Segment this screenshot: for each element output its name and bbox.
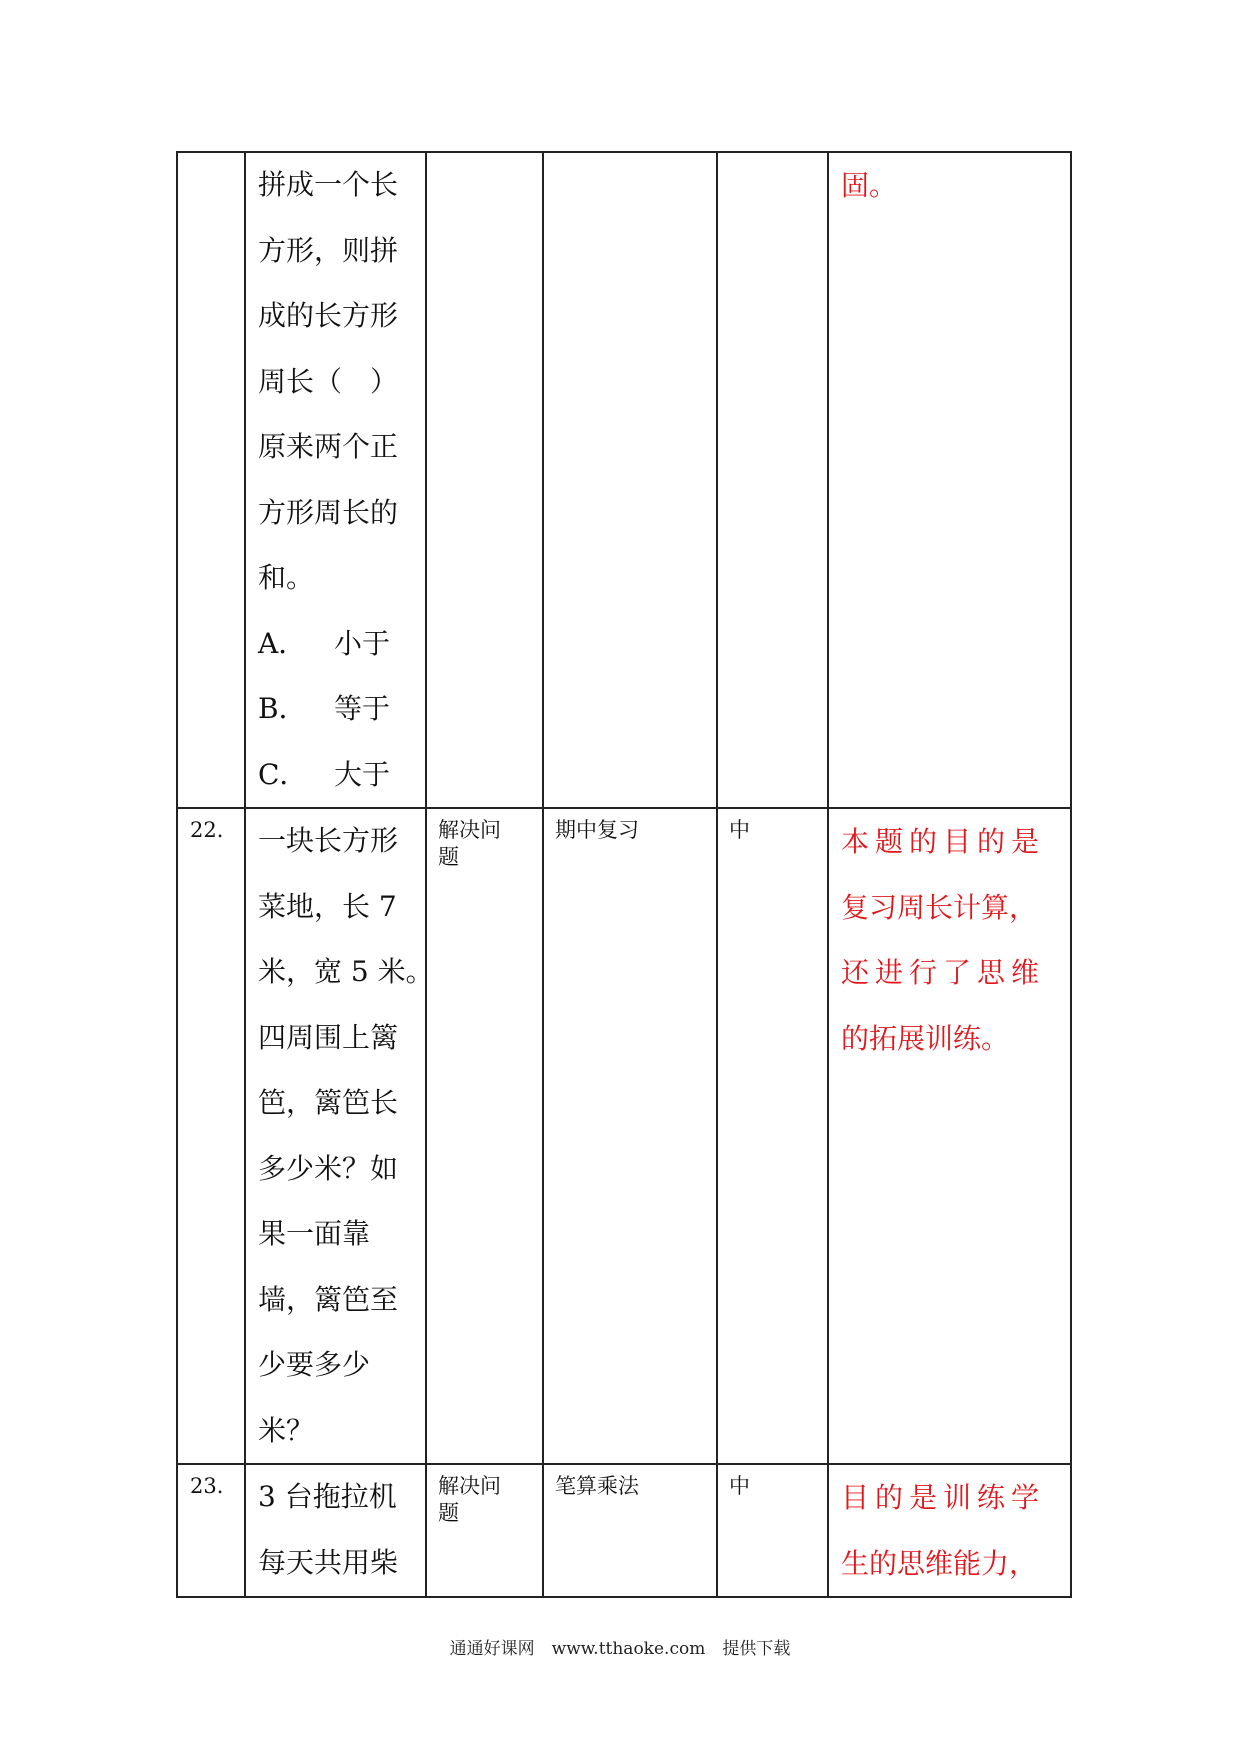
number-cell <box>177 152 245 808</box>
type-cell: 解决问 题 <box>426 808 543 1464</box>
type-cell <box>426 152 543 808</box>
table-row <box>177 1464 1071 1597</box>
unit-cell: 期中复习 <box>543 808 717 1464</box>
unit-cell: 笔算乘法 <box>543 1464 717 1597</box>
note-text: 固。 <box>841 169 898 202</box>
number-cell: 22. <box>177 808 245 1464</box>
note-text: 本题的目的是 复习周长计算， 还进行了思维 的拓展训练。 <box>841 825 1046 1055</box>
type-cell: 解决问 题 <box>426 1464 543 1597</box>
option-c: C． 大于 <box>258 757 391 791</box>
question-cell <box>245 152 426 808</box>
note-cell <box>828 808 1071 1464</box>
difficulty-cell: 中 <box>717 1464 828 1597</box>
unit-cell <box>543 152 717 808</box>
page-footer: 通通好课网 www.tthaoke.com 提供下载 <box>449 1639 791 1659</box>
table-row <box>177 152 1071 808</box>
difficulty-cell <box>717 152 828 808</box>
table-row <box>177 808 1071 1464</box>
question-text: 3 台拖拉机 每天共用柴 <box>258 1480 399 1579</box>
option-b: B． 等于 <box>258 692 391 725</box>
question-cell <box>245 808 434 1464</box>
note-text: 目的是训练学 生的思维能力， <box>841 1481 1046 1580</box>
question-text: 一块长方形 菜地，长 7 米，宽 5 米。 四周围上篱 笆，篱笆长 多少米？如 果一面靠 墙，篱笆至 少要多少 米？ <box>258 824 434 1447</box>
note-cell <box>828 152 1071 808</box>
question-cell <box>245 1464 426 1597</box>
note-cell <box>828 1464 1071 1597</box>
difficulty-cell: 中 <box>717 808 828 1464</box>
option-a: A． 小于 <box>258 626 391 660</box>
question-text: 拼成一个长 方形，则拼 成的长方形 周长（ ） 原来两个正 方形周长的 和。 A． 小于 B． 等于 C． 大于 <box>246 152 425 807</box>
number-cell: 23. <box>177 1464 245 1597</box>
question-table <box>176 151 1072 1598</box>
